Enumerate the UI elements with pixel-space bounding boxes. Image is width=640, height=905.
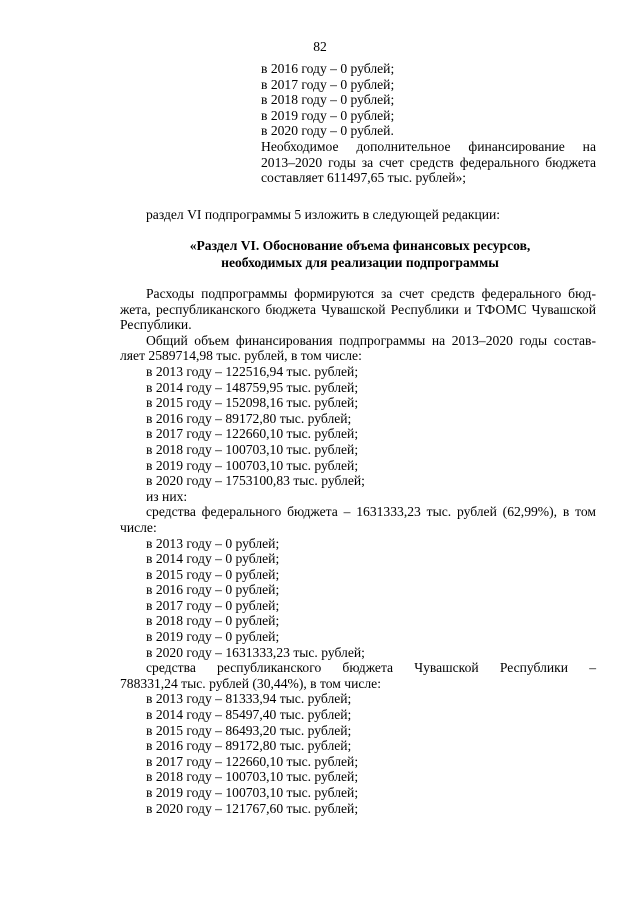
total-year-line: в 2013 году – 122516,94 тыс. рублей; [146,363,359,379]
federal-year-line: в 2014 году – 0 рублей; [146,551,280,567]
note-line: составляет 611497,65 тыс. рублей»; [261,170,467,186]
republic-line: 788331,24 тыс. рублей (30,44%), в том числе: [120,675,381,691]
total-year-line: в 2017 году – 122660,10 тыс. рублей; [146,426,359,442]
total-year-line: в 2019 году – 100703,10 тыс. рублей; [146,457,359,473]
total-year-line: в 2015 году – 152098,16 тыс. рублей; [146,395,359,411]
federal-line: средства федерального бюджета – 1631333,23 тыс. рублей (62,99%), в том [146,504,596,520]
year-line: в 2018 году – 0 рублей; [261,92,395,108]
republic-year-line: в 2017 году – 122660,10 тыс. рублей; [146,753,359,769]
total-year-line: в 2020 году – 1753100,83 тыс. рублей; [146,473,365,489]
heading-line: необходимых для реализации подпрограммы [221,255,499,270]
republic-year-line: в 2013 году – 81333,94 тыс. рублей; [146,691,352,707]
year-line: в 2020 году – 0 рублей. [261,123,394,139]
paragraph-line: жета, республиканского бюджета Чувашской Республики и ТФОМС Чувашской [120,301,596,317]
federal-year-line: в 2013 году – 0 рублей; [146,535,280,551]
note-line: Необходимое дополнительное финансирование на [261,138,596,154]
federal-year-line: в 2017 году – 0 рублей; [146,597,280,613]
paragraph-line: Республики. [120,317,192,333]
republic-year-line: в 2018 году – 100703,10 тыс. рублей; [146,769,359,785]
year-line: в 2017 году – 0 рублей; [261,76,395,92]
page-number: 82 [313,39,327,54]
paragraph-line: ляет 2589714,98 тыс. рублей, в том числе: [120,348,362,364]
year-line: в 2019 году – 0 рублей; [261,107,395,123]
republic-year-line: в 2020 году – 121767,60 тыс. рублей; [146,800,359,816]
year-line: в 2016 году – 0 рублей; [261,61,395,76]
federal-year-line: в 2016 году – 0 рублей; [146,582,280,598]
total-year-line: в 2014 году – 148759,95 тыс. рублей; [146,379,359,395]
intro-paragraph: раздел VI подпрограммы 5 изложить в следующей редакции: [146,207,501,222]
republic-year-line: в 2014 году – 85497,40 тыс. рублей; [146,707,352,723]
heading-line: «Раздел VI. Обоснование объема финансовых ресурсов, [189,238,531,253]
of-them-line: из них: [146,488,188,504]
paragraph-line: Общий объем финансирования подпрограммы на 2013–2020 годы состав- [146,332,596,348]
federal-year-line: в 2015 году – 0 рублей; [146,566,280,582]
republic-line: средства республиканского бюджета Чувашской Республики – [146,660,596,676]
federal-line: числе: [120,519,157,535]
federal-year-line: в 2019 году – 0 рублей; [146,629,280,645]
federal-year-line: в 2018 году – 0 рублей; [146,613,280,629]
republic-year-line: в 2016 году – 89172,80 тыс. рублей; [146,738,352,754]
paragraph-line: Расходы подпрограммы формируются за счет средств федерального бюд- [146,286,596,301]
section-body [120,286,596,816]
republic-year-line: в 2015 году – 86493,20 тыс. рублей; [146,722,352,738]
section-heading [120,237,600,271]
republic-year-line: в 2019 году – 100703,10 тыс. рублей; [146,785,359,800]
note-line: 2013–2020 годы за счет средств федерального бюджета [261,154,596,170]
total-year-line: в 2018 году – 100703,10 тыс. рублей; [146,441,359,457]
total-year-line: в 2016 году – 89172,80 тыс. рублей; [146,410,352,426]
federal-year-line: в 2020 году – 1631333,23 тыс. рублей; [146,644,365,660]
top-funding-block [261,61,596,186]
